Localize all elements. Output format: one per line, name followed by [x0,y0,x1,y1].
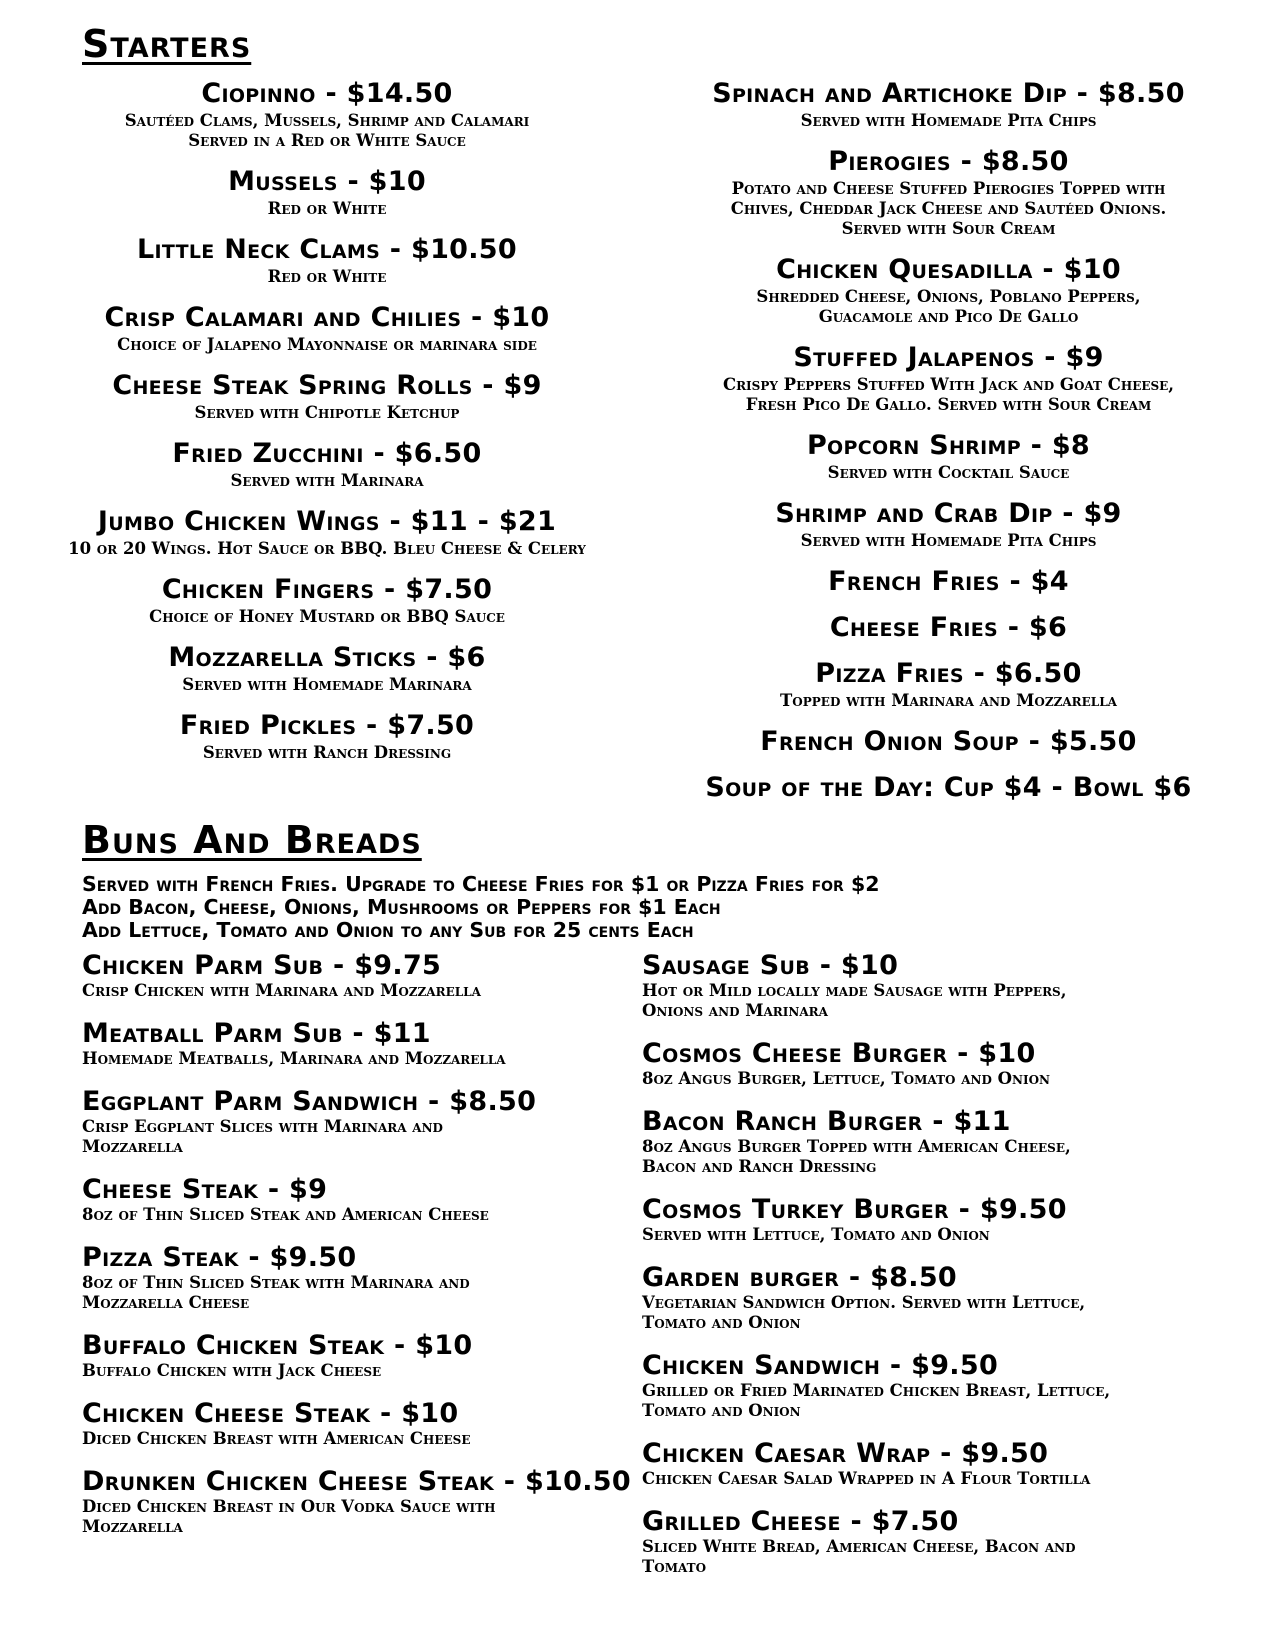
menu-item-description: Served with Homemade Marinara [182,675,472,694]
menu-item-name: Sausage Sub - $10 [642,950,899,981]
menu-item [636,430,1261,483]
menu-item-name: Stuffed Jalapenos - $9 [793,342,1104,373]
buns-left-column [82,950,642,1554]
menu-item [82,1174,642,1225]
menu-item-description: 8oz Angus Burger Topped with American Cheese, [642,1137,1071,1156]
menu-item-description: Fresh Pico De Gallo. Served with Sour Cream [745,395,1152,414]
menu-item-name: Cheese Steak Spring Rolls - $9 [112,370,542,401]
menu-item-name: Soup of the Day: Cup $4 - Bowl $6 [705,772,1192,803]
starters-left-column [18,78,636,778]
menu-item [636,612,1261,643]
menu-item [642,1038,1262,1089]
menu-item-description: 10 or 20 Wings. Hot Sauce or BBQ. Bleu Cheese & Celery [68,539,586,558]
menu-item [642,1350,1262,1421]
menu-item [18,710,636,763]
menu-item [18,302,636,355]
menu-item-name: Chicken Quesadilla - $10 [776,254,1121,285]
menu-item [18,642,636,695]
menu-item-description: Diced Chicken Breast with American Cheese [82,1429,471,1448]
menu-item-name: Drunken Chicken Cheese Steak - $10.50 [82,1466,631,1497]
menu-item-name: Chicken Parm Sub - $9.75 [82,950,442,981]
menu-item-description: Chives, Cheddar Jack Cheese and Sautéed Onions. [730,199,1167,218]
menu-item-description: Served with Chipotle Ketchup [194,403,460,422]
menu-item-description: Chicken Caesar Salad Wrapped in A Flour Tortilla [642,1469,1091,1488]
menu-item [636,772,1261,803]
menu-item-name: Mussels - $10 [228,166,426,197]
menu-item [636,78,1261,131]
menu-item [82,1466,642,1537]
menu-item-description: Buffalo Chicken with Jack Cheese [82,1361,382,1380]
menu-item-description: Tomato and Onion [642,1401,801,1420]
menu-item-name: Pizza Fries - $6.50 [815,658,1082,689]
menu-item-description: Served in a Red or White Sauce [188,131,466,150]
menu-item-name: Spinach and Artichoke Dip - $8.50 [712,78,1185,109]
menu-item [18,506,636,559]
menu-item-name: Crisp Calamari and Chilies - $10 [104,302,550,333]
menu-item-description: Onions and Marinara [642,1001,828,1020]
menu-item-name: Cosmos Turkey Burger - $9.50 [642,1194,1067,1225]
menu-item-description: Sliced White Bread, American Cheese, Bacon and [642,1537,1076,1556]
menu-item [18,78,636,151]
menu-item-name: Fried Pickles - $7.50 [179,710,475,741]
buns-intro-line: Served with French Fries. Upgrade to Cheese Fries for $1 or Pizza Fries for $2 [82,872,880,896]
menu-item [636,254,1261,327]
menu-item-description: Choice of Jalapeno Mayonnaise or marinara side [117,335,537,354]
menu-item-name: Cosmos Cheese Burger - $10 [642,1038,1036,1069]
menu-item-name: Cheese Steak - $9 [82,1174,328,1205]
menu-item [642,1438,1262,1489]
menu-item [18,370,636,423]
menu-item [636,658,1261,711]
menu-item [82,950,642,1001]
menu-item-description: Crisp Eggplant Slices with Marinara and [82,1117,443,1136]
menu-item-description: Red or White [267,199,387,218]
menu-item-description: Hot or Mild locally made Sausage with Peppers, [642,981,1067,1000]
menu-item-description: Crispy Peppers Stuffed With Jack and Goat Cheese, [722,375,1175,394]
menu-item-name: Pizza Steak - $9.50 [82,1242,357,1273]
menu-item-description: Sautéed Clams, Mussels, Shrimp and Calamari [124,111,530,130]
menu-item-description: 8oz of Thin Sliced Steak and American Cheese [82,1205,489,1224]
menu-item-name: Grilled Cheese - $7.50 [642,1506,959,1537]
menu-item-name: Ciopinno - $14.50 [201,78,453,109]
menu-item-description: Potato and Cheese Stuffed Pierogies Topped with [731,179,1166,198]
menu-item-description: Shredded Cheese, Onions, Poblano Peppers, [756,287,1141,306]
menu-item-name: Popcorn Shrimp - $8 [806,430,1091,461]
menu-item-description: Served with Homemade Pita Chips [800,531,1097,550]
menu-item-name: Fried Zucchini - $6.50 [172,438,482,469]
menu-item-description: Diced Chicken Breast in Our Vodka Sauce with [82,1497,496,1516]
menu-item [642,1106,1262,1177]
menu-item [18,438,636,491]
menu-item-name: Bacon Ranch Burger - $11 [642,1106,1011,1137]
menu-item-description: Crisp Chicken with Marinara and Mozzarella [82,981,481,1000]
menu-item-name: Chicken Fingers - $7.50 [161,574,493,605]
menu-item-description: Homemade Meatballs, Marinara and Mozzarella [82,1049,506,1068]
menu-item-description: Served with Cocktail Sauce [827,463,1070,482]
menu-item-name: Buffalo Chicken Steak - $10 [82,1330,473,1361]
menu-item [82,1086,642,1157]
menu-item-description: Served with Sour Cream [841,219,1056,238]
buns-intro [82,873,880,942]
buns-right-column [642,950,1262,1594]
menu-item-name: Jumbo Chicken Wings - $11 - $21 [97,506,557,537]
buns-intro-line: Add Bacon, Cheese, Onions, Mushrooms or Peppers for $1 Each [82,895,721,919]
buns-intro-line: Add Lettuce, Tomato and Onion to any Sub for 25 cents Each [82,918,694,942]
menu-item-description: Red or White [267,267,387,286]
menu-item-description: Grilled or Fried Marinated Chicken Breast, Lettuce, [642,1381,1111,1400]
menu-item [82,1242,642,1313]
menu-item-name: Mozzarella Sticks - $6 [168,642,486,673]
menu-item-name: Cheese Fries - $6 [829,612,1068,643]
menu-item-name: Chicken Cheese Steak - $10 [82,1398,459,1429]
menu-item [82,1398,642,1449]
menu-item-name: Pierogies - $8.50 [828,146,1069,177]
menu-item-description: Choice of Honey Mustard or BBQ Sauce [149,607,505,626]
menu-item-name: French Onion Soup - $5.50 [760,726,1137,757]
menu-item-name: Eggplant Parm Sandwich - $8.50 [82,1086,537,1117]
buns-breads-heading: Buns And Breads [82,818,422,862]
starters-right-column [636,78,1261,818]
menu-item-description: Tomato and Onion [642,1313,801,1332]
menu-item [642,1194,1262,1245]
menu-item-description: Vegetarian Sandwich Option. Served with Lettuce, [642,1293,1086,1312]
menu-item [18,166,636,219]
menu-item [636,342,1261,415]
menu-item-name: Shrimp and Crab Dip - $9 [775,498,1122,529]
menu-item-name: Garden burger - $8.50 [642,1262,958,1293]
menu-item [636,146,1261,239]
menu-item [82,1018,642,1069]
menu-item [636,498,1261,551]
menu-item [82,1330,642,1381]
menu-item-name: Chicken Sandwich - $9.50 [642,1350,999,1381]
menu-item-name: Chicken Caesar Wrap - $9.50 [642,1438,1049,1469]
menu-item-description: Mozzarella Cheese [82,1293,250,1312]
menu-item-description: Mozzarella [82,1517,183,1536]
menu-item-description: Served with Lettuce, Tomato and Onion [642,1225,990,1244]
menu-item-name: Little Neck Clams - $10.50 [137,234,517,265]
menu-item-description: Served with Ranch Dressing [202,743,452,762]
menu-item [636,566,1261,597]
menu-item-description: Mozzarella [82,1137,183,1156]
menu-item [642,1262,1262,1333]
menu-item [642,1506,1262,1577]
menu-item [642,950,1262,1021]
menu-item [18,234,636,287]
menu-item-description: Topped with Marinara and Mozzarella [780,691,1117,710]
menu-item [636,726,1261,757]
menu-item-description: 8oz of Thin Sliced Steak with Marinara and [82,1273,470,1292]
menu-item-description: 8oz Angus Burger, Lettuce, Tomato and Onion [642,1069,1051,1088]
menu-item-description: Served with Marinara [230,471,424,490]
menu-item-description: Served with Homemade Pita Chips [800,111,1097,130]
menu-item-name: French Fries - $4 [828,566,1069,597]
menu-item-description: Tomato [642,1557,707,1576]
menu-item [18,574,636,627]
menu-item-name: Meatball Parm Sub - $11 [82,1018,431,1049]
menu-item-description: Guacamole and Pico De Gallo [818,307,1079,326]
menu-item-description: Bacon and Ranch Dressing [642,1157,877,1176]
starters-heading: Starters [82,22,252,66]
